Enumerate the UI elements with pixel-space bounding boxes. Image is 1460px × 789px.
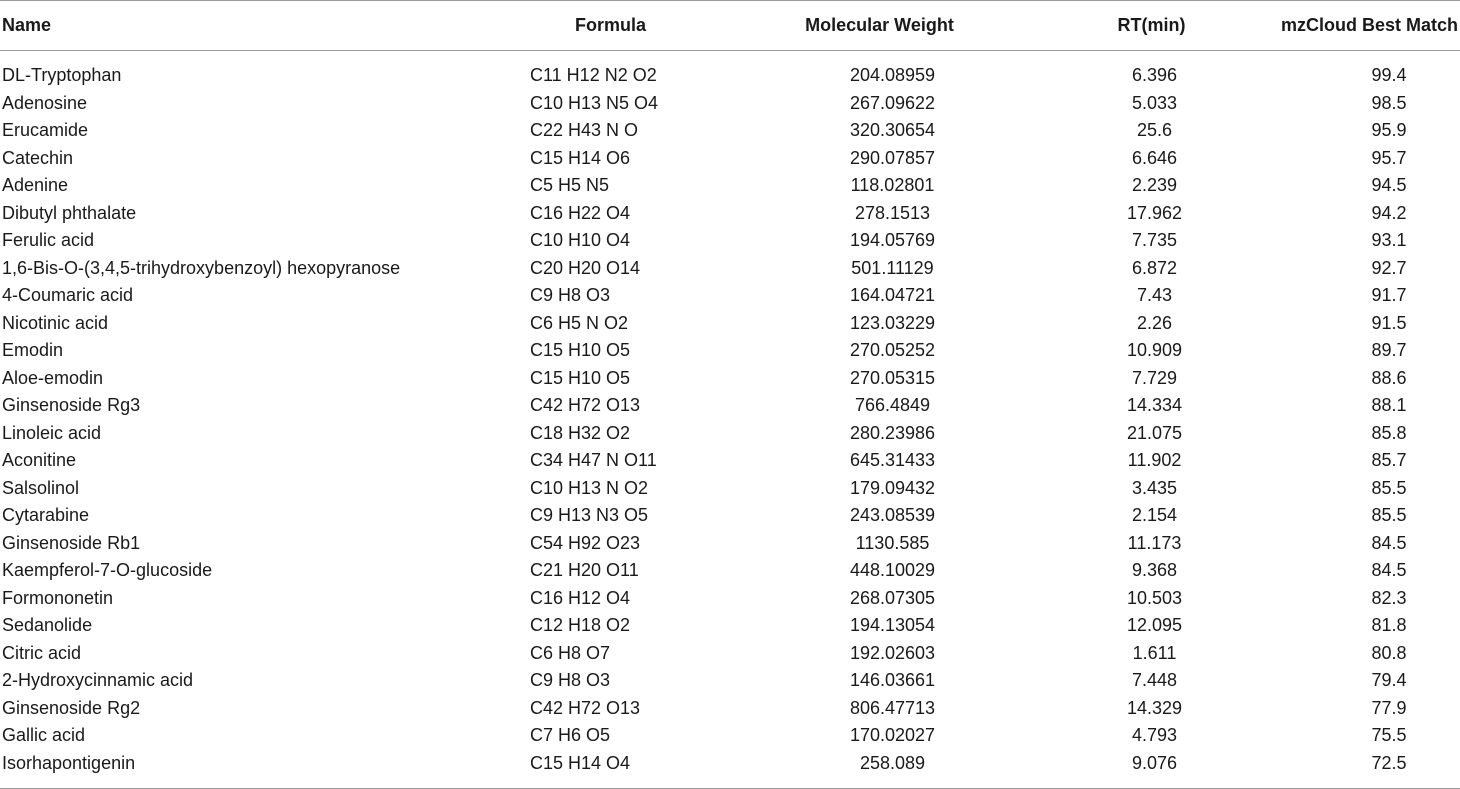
cell-formula: C12 H18 O2: [530, 615, 631, 635]
table-row: [0, 475, 1460, 503]
cell-molecular-weight: 268.07305: [849, 587, 936, 608]
column-header-molecular-weight: Molecular Weight: [708, 1, 1051, 51]
column-header-rt: RT(min): [1051, 1, 1252, 51]
cell-name: Ferulic acid: [2, 230, 95, 250]
cell-formula: C9 H8 O3: [530, 670, 611, 690]
cell-rt: 1.611: [1132, 642, 1177, 663]
cell-mzcloud-best-match: 93.1: [1371, 230, 1407, 250]
table-row: [0, 200, 1460, 228]
table-row: [0, 282, 1460, 310]
table-row: [0, 695, 1460, 723]
table-row: [0, 310, 1460, 338]
table-header: [0, 1, 1460, 51]
cell-rt: 2.154: [1131, 505, 1178, 525]
cell-mzcloud-best-match: 80.8: [1371, 642, 1407, 663]
cell-molecular-weight: 267.09622: [849, 92, 936, 113]
cell-mzcloud-best-match: 94.2: [1371, 202, 1407, 223]
cell-molecular-weight: 258.089: [708, 750, 1051, 789]
cell-rt: 6.396: [1131, 65, 1178, 85]
cell-molecular-weight: 1130.585: [855, 532, 930, 553]
cell-molecular-weight: 448.10029: [849, 560, 936, 580]
table-row: [0, 667, 1460, 695]
cell-rt: 10.503: [1126, 587, 1183, 608]
cell-name: Ginsenoside Rg3: [2, 395, 141, 415]
cell-rt: 2.26: [1136, 312, 1173, 333]
cell-mzcloud-best-match: 95.9: [1371, 120, 1407, 140]
cell-name: Linoleic acid: [2, 422, 102, 443]
cell-molecular-weight: 278.1513: [854, 202, 931, 223]
cell-molecular-weight: 320.30654: [849, 120, 936, 140]
cell-molecular-weight: 501.11129: [851, 257, 934, 278]
table-row: [0, 420, 1460, 448]
cell-formula: C10 H10 O4: [530, 230, 631, 250]
cell-mzcloud-best-match: 84.5: [1371, 560, 1407, 580]
cell-formula: C16 H12 O4: [530, 587, 631, 608]
cell-mzcloud-best-match: 72.5: [1252, 750, 1460, 789]
cell-name: Nicotinic acid: [2, 312, 109, 333]
cell-formula: C15 H10 O5: [530, 340, 631, 360]
cell-rt: 9.076: [1051, 750, 1252, 789]
cell-rt: 10.909: [1126, 340, 1183, 360]
cell-mzcloud-best-match: 92.7: [1371, 257, 1407, 278]
cell-molecular-weight: 194.05769: [849, 230, 936, 250]
cell-mzcloud-best-match: 84.5: [1371, 532, 1407, 553]
cell-formula: C42 H72 O13: [530, 395, 641, 415]
cell-mzcloud-best-match: 91.5: [1371, 312, 1407, 333]
cell-formula: C15 H10 O5: [530, 367, 631, 388]
cell-rt: 25.6: [1136, 120, 1173, 140]
cell-name: Salsolinol: [2, 477, 80, 498]
cell-rt: 11.902: [1127, 450, 1182, 470]
cell-name: 2-Hydroxycinnamic acid: [2, 670, 194, 690]
cell-mzcloud-best-match: 85.8: [1371, 422, 1407, 443]
header-row: [0, 1, 1460, 51]
cell-rt: 7.729: [1131, 367, 1178, 388]
table-row: [0, 255, 1460, 283]
cell-mzcloud-best-match: 98.5: [1371, 92, 1407, 113]
cell-formula: C16 H22 O4: [530, 202, 631, 223]
cell-molecular-weight: 270.05252: [849, 340, 936, 360]
cell-name: Citric acid: [2, 642, 82, 663]
cell-formula: C15 H14 O4: [520, 750, 708, 789]
cell-mzcloud-best-match: 77.9: [1371, 697, 1407, 718]
cell-molecular-weight: 243.08539: [849, 505, 936, 525]
table-row: [0, 750, 1460, 789]
cell-mzcloud-best-match: 89.7: [1371, 340, 1407, 360]
cell-formula: C18 H32 O2: [530, 422, 631, 443]
cell-rt: 6.872: [1131, 257, 1178, 278]
cell-mzcloud-best-match: 81.8: [1371, 615, 1407, 635]
cell-name: Aloe-emodin: [2, 367, 104, 388]
cell-name: Adenine: [2, 175, 69, 195]
cell-formula: C15 H14 O6: [530, 147, 631, 168]
cell-formula: C9 H13 N3 O5: [530, 505, 649, 525]
cell-mzcloud-best-match: 85.5: [1371, 477, 1407, 498]
cell-name: Isorhapontigenin: [0, 750, 520, 789]
cell-molecular-weight: 164.04721: [849, 285, 936, 305]
cell-mzcloud-best-match: 88.6: [1371, 367, 1407, 388]
table-row: [0, 557, 1460, 585]
cell-name: 4-Coumaric acid: [2, 285, 134, 305]
cell-rt: 14.334: [1126, 395, 1183, 415]
table-row: [0, 447, 1460, 475]
cell-formula: C42 H72 O13: [530, 697, 641, 718]
table-row: [0, 502, 1460, 530]
cell-name: Sedanolide: [2, 615, 93, 635]
cell-mzcloud-best-match: 85.7: [1371, 450, 1407, 470]
cell-rt: 14.329: [1126, 697, 1183, 718]
cell-formula: C10 H13 N5 O4: [530, 92, 659, 113]
cell-name: Erucamide: [2, 120, 89, 140]
cell-formula: C9 H8 O3: [530, 285, 611, 305]
cell-name: Aconitine: [2, 450, 77, 470]
cell-rt: 4.793: [1131, 725, 1178, 745]
cell-formula: C5 H5 N5: [530, 175, 610, 195]
cell-rt: 12.095: [1126, 615, 1183, 635]
cell-name: DL-Tryptophan: [2, 65, 122, 85]
cell-formula: C7 H6 O5: [530, 725, 611, 745]
table-row: [0, 585, 1460, 613]
cell-name: Ginsenoside Rb1: [2, 532, 141, 553]
cell-molecular-weight: 270.05315: [849, 367, 936, 388]
cell-rt: 7.735: [1131, 230, 1178, 250]
cell-formula: C21 H20 O11: [530, 560, 639, 580]
cell-rt: 6.646: [1131, 147, 1178, 168]
cell-name: Dibutyl phthalate: [2, 202, 137, 223]
cell-rt: 2.239: [1131, 175, 1178, 195]
cell-name: Catechin: [2, 147, 74, 168]
cell-formula: C22 H43 N O: [530, 120, 639, 140]
cell-mzcloud-best-match: 95.7: [1371, 147, 1407, 168]
table-row: [0, 145, 1460, 173]
table-row: [0, 337, 1460, 365]
cell-name: Cytarabine: [2, 505, 90, 525]
cell-rt: 11.173: [1127, 532, 1182, 553]
cell-mzcloud-best-match: 85.5: [1371, 505, 1407, 525]
cell-molecular-weight: 766.4849: [854, 395, 931, 415]
cell-molecular-weight: 290.07857: [849, 147, 936, 168]
cell-name: Adenosine: [2, 92, 88, 113]
cell-molecular-weight: 179.09432: [849, 477, 936, 498]
cell-mzcloud-best-match: 94.5: [1371, 175, 1407, 195]
cell-formula: C54 H92 O23: [530, 532, 641, 553]
table-row: [0, 90, 1460, 118]
cell-molecular-weight: 118.02801: [850, 175, 935, 195]
cell-name: Ginsenoside Rg2: [2, 697, 141, 718]
table-row: [0, 612, 1460, 640]
cell-formula: C34 H47 N O11: [530, 450, 657, 470]
cell-name: Emodin: [2, 340, 64, 360]
cell-rt: 7.448: [1131, 670, 1178, 690]
cell-formula: C11 H12 N2 O2: [530, 65, 657, 85]
column-header-mzcloud-best-match: mzCloud Best Match: [1252, 1, 1460, 51]
cell-mzcloud-best-match: 82.3: [1371, 587, 1407, 608]
cell-mzcloud-best-match: 99.4: [1371, 65, 1407, 85]
cell-mzcloud-best-match: 91.7: [1371, 285, 1407, 305]
cell-molecular-weight: 123.03229: [849, 312, 936, 333]
cell-molecular-weight: 806.47713: [849, 697, 936, 718]
table-row: [0, 227, 1460, 255]
cell-name: Kaempferol-7-O-glucoside: [2, 560, 213, 580]
cell-molecular-weight: 170.02027: [849, 725, 936, 745]
cell-rt: 5.033: [1131, 92, 1178, 113]
cell-mzcloud-best-match: 75.5: [1371, 725, 1407, 745]
table-row: [0, 392, 1460, 420]
table-row: [0, 172, 1460, 200]
table-row: [0, 530, 1460, 558]
cell-molecular-weight: 280.23986: [849, 422, 936, 443]
table-row: [0, 117, 1460, 145]
cell-mzcloud-best-match: 79.4: [1371, 670, 1407, 690]
cell-mzcloud-best-match: 88.1: [1371, 395, 1407, 415]
cell-rt: 21.075: [1126, 422, 1183, 443]
column-header-formula: Formula: [520, 1, 708, 51]
cell-molecular-weight: 146.03661: [849, 670, 936, 690]
cell-name: Formononetin: [2, 587, 114, 608]
cell-name: Gallic acid: [2, 725, 86, 745]
column-header-name: Name: [0, 1, 520, 51]
cell-rt: 7.43: [1136, 285, 1173, 305]
cell-formula: C6 H5 N O2: [530, 312, 629, 333]
table-body: [0, 51, 1460, 789]
cell-molecular-weight: 204.08959: [849, 65, 936, 85]
cell-rt: 17.962: [1126, 202, 1183, 223]
cell-molecular-weight: 192.02603: [849, 642, 936, 663]
cell-formula: C20 H20 O14: [530, 257, 641, 278]
cell-rt: 9.368: [1131, 560, 1178, 580]
table-row: [0, 722, 1460, 750]
table-row: [0, 51, 1460, 90]
cell-molecular-weight: 194.13054: [849, 615, 936, 635]
cell-molecular-weight: 645.31433: [849, 450, 936, 470]
cell-formula: C10 H13 N O2: [530, 477, 649, 498]
cell-rt: 3.435: [1131, 477, 1178, 498]
table-row: [0, 365, 1460, 393]
cell-formula: C6 H8 O7: [530, 642, 611, 663]
table-row: [0, 640, 1460, 668]
cell-name: 1,6-Bis-O-(3,4,5-trihydroxybenzoyl) hexopyranose: [2, 257, 401, 278]
